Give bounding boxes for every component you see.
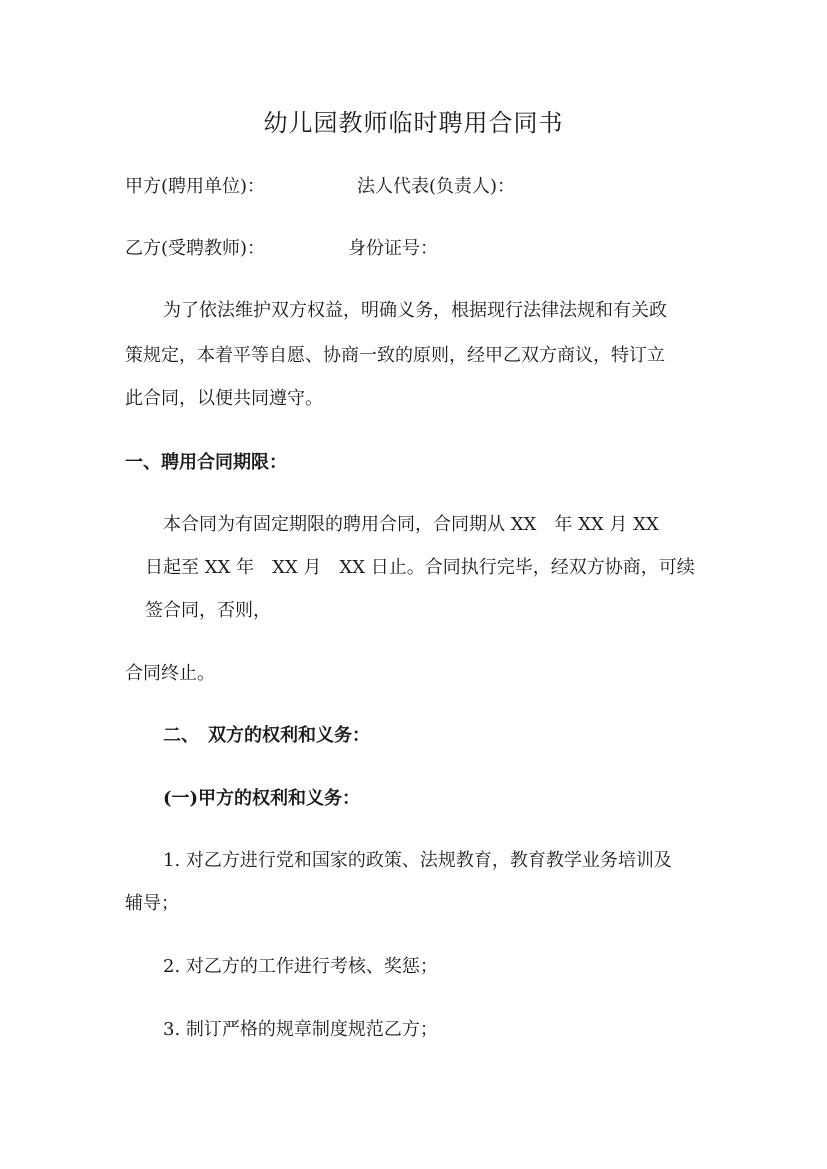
item-1-line-2: 辅导； bbox=[125, 893, 179, 914]
contract-term-line-3: 签合同，否则， bbox=[145, 600, 271, 621]
preamble-line-1: 为了依法维护双方权益，明确义务，根据现行法律法规和有关政 bbox=[163, 300, 667, 321]
section-1-heading: 一、聘用合同期限： bbox=[125, 452, 287, 473]
document-title: 幼儿园教师临时聘用合同书 bbox=[263, 109, 564, 137]
item-2: 2. 对乙方的工作进行考核、奖惩； bbox=[163, 956, 438, 977]
preamble-line-2: 策规定，本着平等自愿、协商一致的原则，经甲乙双方商议，特订立 bbox=[125, 345, 665, 366]
preamble-line-3: 此合同，以便共同遵守。 bbox=[125, 388, 323, 409]
contract-term-line-2: 日起至 XX 年 XX 月 XX 日止。合同执行完毕，经双方协商，可续 bbox=[145, 557, 695, 578]
item-1-line-1: 1. 对乙方进行党和国家的政策、法规教育，教育教学业务培训及 bbox=[163, 850, 672, 871]
legal-representative-label: 法人代表(负责人)： bbox=[357, 176, 516, 197]
id-number-label: 身份证号： bbox=[348, 238, 438, 259]
contract-term-line-1: 本合同为有固定期限的聘用合同，合同期从 XX 年 XX 月 XX bbox=[163, 514, 659, 535]
item-3: 3. 制订严格的规章制度规范乙方； bbox=[163, 1019, 438, 1040]
subsection-a-heading: (一)甲方的权利和义务： bbox=[163, 788, 361, 809]
contract-term-line-4: 合同终止。 bbox=[125, 663, 215, 684]
party-b-label: 乙方(受聘教师)： bbox=[125, 238, 266, 259]
section-2-heading: 二、 双方的权利和义务： bbox=[163, 725, 370, 746]
party-a-label: 甲方(聘用单位)： bbox=[125, 176, 266, 197]
